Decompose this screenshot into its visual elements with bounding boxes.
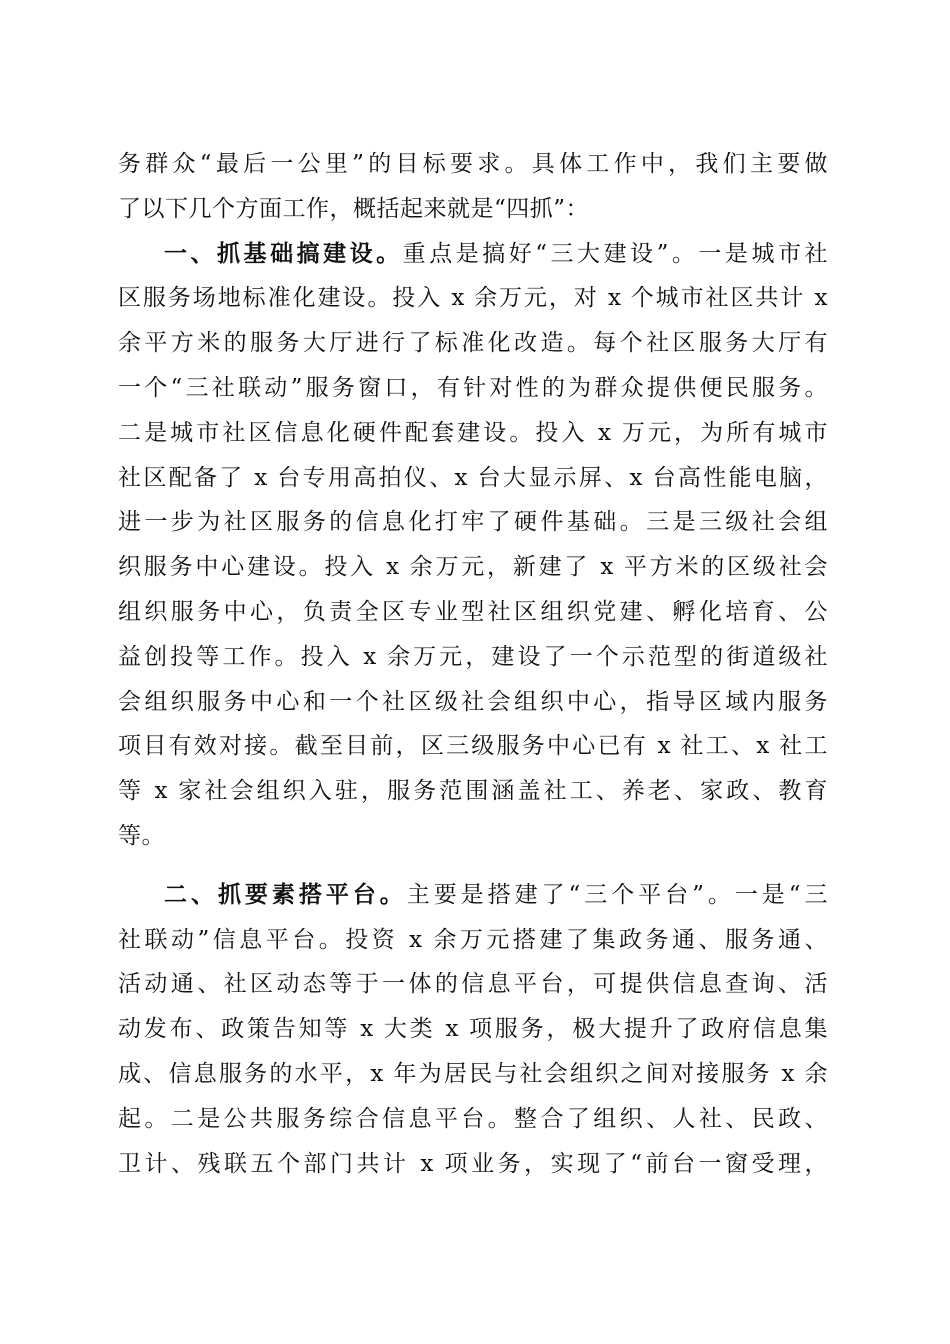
section-1-heading: 一、抓基础搞建设。 [164,240,403,267]
text-line [118,873,828,918]
text-line: 活动通、社区动态等于一体的信息平台，可提供信息查询、活 [118,971,828,998]
text-line: 卫计、残联五个部门共计 x 项业务，实现了“前台一窗受理， [118,1150,828,1177]
section-2-heading: 二、抓要素搭平台。 [164,881,407,908]
text-line: 进一步为社区服务的信息化打牢了硬件基础。三是三级社会组 [118,509,828,536]
text-line: 等。 [118,822,165,849]
paragraph-gap [118,859,828,873]
text-line: 项目有效对接。截至目前，区三级服务中心已有 x 社工、x 社工 [118,733,828,760]
text-line: 成、信息服务的水平，x 年为居民与社会组织之间对接服务 x 余 [118,1060,828,1087]
section-1-paragraph [118,232,828,859]
section-1-intro: 重点是搞好“三大建设”。一是城市社 [402,240,828,267]
text-line: 组织服务中心，负责全区专业型社区组织党建、孵化培育、公 [118,598,828,625]
text-line: 织服务中心建设。投入 x 余万元，新建了 x 平方米的区级社会 [118,554,828,581]
document-body [118,142,828,1186]
text-line: 了以下几个方面工作，概括起来就是“四抓”： [118,195,590,222]
text-line: 等 x 家社会组织入驻，服务范围涵盖社工、养老、家政、教育 [118,778,828,805]
text-line [118,232,828,277]
text-line: 社联动”信息平台。投资 x 余万元搭建了集政务通、服务通、 [118,926,828,953]
text-line: 区服务场地标准化建设。投入 x 余万元，对 x 个城市社区共计 x [118,285,829,312]
text-line: 会组织服务中心和一个社区级社会组织中心，指导区域内服务 [118,688,828,715]
text-line: 二是城市社区信息化硬件配套建设。投入 x 万元，为所有城市 [118,419,828,446]
section-2-intro: 主要是搭建了“三个平台”。一是“三 [406,881,828,908]
section-2-paragraph [118,873,828,1187]
text-line: 动发布、政策告知等 x 大类 x 项服务，极大提升了政府信息集 [118,1016,828,1043]
text-line: 余平方米的服务大厅进行了标准化改造。每个社区服务大厅有 [118,330,828,357]
text-line: 社区配备了 x 台专用高拍仪、x 台大显示屏、x 台高性能电脑， [118,464,828,491]
text-line: 一个“三社联动”服务窗口，有针对性的为群众提供便民服务。 [118,374,828,401]
text-line: 益创投等工作。投入 x 余万元，建设了一个示范型的街道级社 [118,643,828,670]
intro-paragraph [118,142,828,232]
text-line: 务群众“最后一公里”的目标要求。具体工作中，我们主要做 [118,151,828,177]
text-line: 起。二是公共服务综合信息平台。整合了组织、人社、民政、 [118,1105,828,1132]
